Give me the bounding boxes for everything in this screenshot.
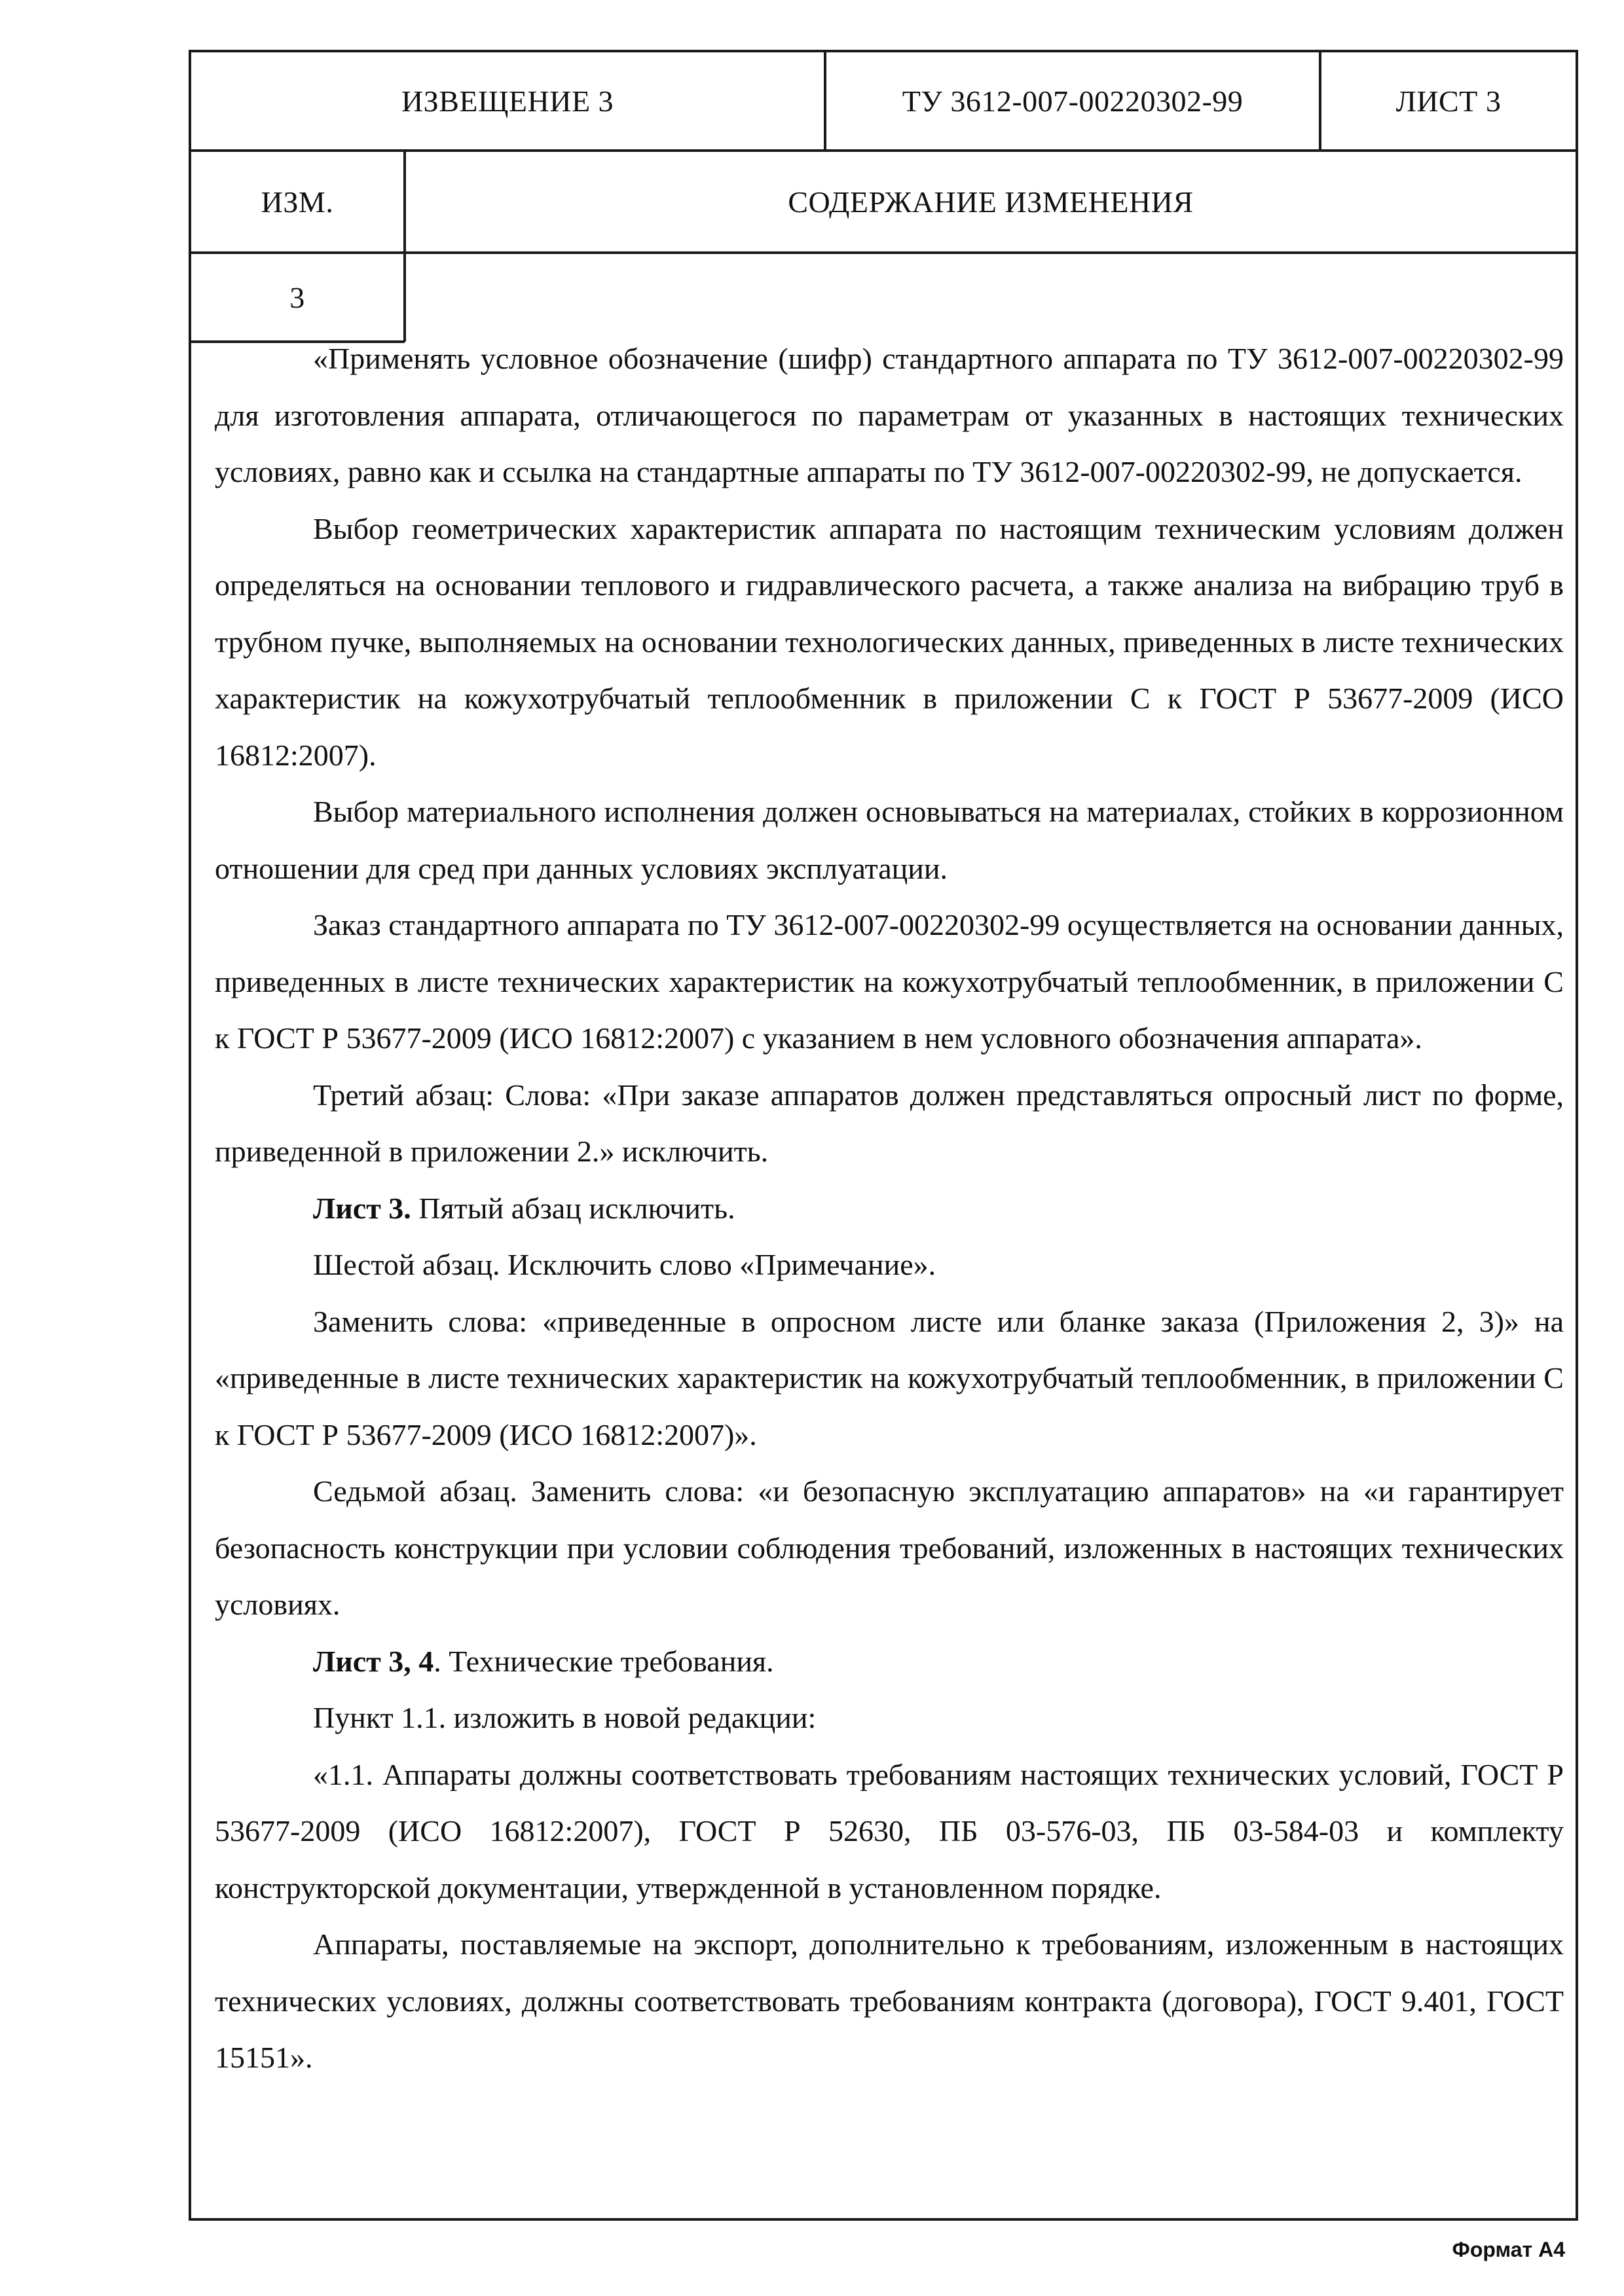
paragraph: Выбор геометрических характеристик аппарата по настоящим техническим условиям должен определяться на основании теплового и гидравлического расчета, а также анализа на вибрацию труб в трубном пучке, выполняемых на основании технологических данных, приведенных в листе технических характеристик на кожухотрубчатый теплообменник в приложении С к ГОСТ Р 53677-2009 (ИСО 16812:2007). bbox=[215, 511, 1564, 772]
paragraph: Лист 3. Пятый абзац исключить. bbox=[313, 1191, 735, 1225]
content-column-header: СОДЕРЖАНИЕ ИЗМЕНЕНИЯ bbox=[788, 185, 1194, 219]
paragraph: «Применять условное обозначение (шифр) стандартного аппарата по ТУ 3612-007-00220302-99 для изготовления аппарата, отличающегося по параметрам от указанных в настоящих технических условиях, равно как и ссылка на стандартные аппараты по ТУ 3612-007-00220302-99, не допускается. bbox=[215, 342, 1564, 488]
paragraph: Седьмой абзац. Заменить слова: «и безопасную эксплуатацию аппаратов» на «и гарантирует безопасность конструкции при условии соблюдения требований, изложенных в настоящих технических условиях. bbox=[215, 1474, 1564, 1621]
paragraph: Заменить слова: «приведенные в опросном листе или бланке заказа (Приложения 2, 3)» на «приведенные в листе технических характеристик на кожухотрубчатый теплообменник, в приложении С к ГОСТ Р 53677-2009 (ИСО 16812:2007)». bbox=[215, 1304, 1564, 1451]
paragraph: Аппараты, поставляемые на экспорт, дополнительно к требованиям, изложенным в настоящих технических условиях, должны соответствовать требованиям контракта (договора), ГОСТ 9.401, ГОСТ 15151». bbox=[215, 1927, 1564, 2074]
paragraph: Третий абзац: Слова: «При заказе аппаратов должен представляться опросный лист по форме, приведенной в приложении 2.» исключить. bbox=[215, 1078, 1564, 1168]
paragraph: Заказ стандартного аппарата по ТУ 3612-007-00220302-99 осуществляется на основании данных, приведенных в листе технических характеристик на кожухотрубчатый теплообменник, в приложении С к ГОСТ Р 53677-2009 (ИСО 16812:2007) с указанием в нем условного обозначения аппарата». bbox=[215, 908, 1564, 1055]
paragraph: «1.1. Аппараты должны соответствовать требованиям настоящих технических условий, ГОСТ Р 53677-2009 (ИСО 16812:2007), ГОСТ Р 52630, ПБ 03-576-03, ПБ 03-584-03 и комплекту конструкторской документации, утвержденной в установленном порядке. bbox=[215, 1757, 1564, 1904]
change-column-header: ИЗМ. bbox=[261, 185, 334, 219]
sheet-number: ЛИСТ 3 bbox=[1395, 84, 1502, 118]
page-format-label: Формат А4 bbox=[1452, 2238, 1565, 2261]
paragraph: Лист 3, 4. Технические требования. bbox=[313, 1644, 774, 1678]
change-number: 3 bbox=[289, 280, 305, 314]
paragraph: Шестой абзац. Исключить слово «Примечание». bbox=[313, 1248, 936, 1281]
spec-number: ТУ 3612-007-00220302-99 bbox=[902, 84, 1244, 118]
paragraph: Выбор материального исполнения должен основываться на материалах, стойких в коррозионном отношении для сред при данных условиях эксплуатации. bbox=[215, 795, 1564, 885]
change-content bbox=[215, 331, 1564, 2086]
notice-number: ИЗВЕЩЕНИЕ 3 bbox=[401, 84, 614, 118]
paragraph: Пункт 1.1. изложить в новой редакции: bbox=[313, 1701, 817, 1734]
